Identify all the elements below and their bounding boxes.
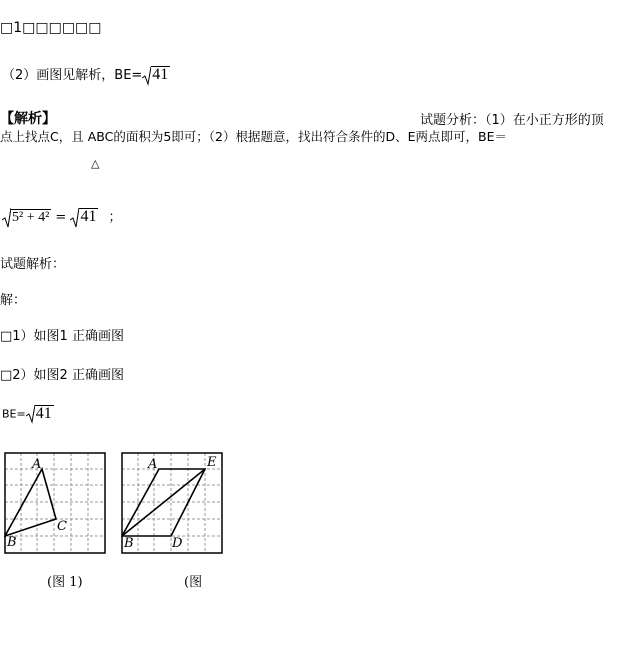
sqrt-41-line2 bbox=[142, 66, 170, 86]
be-prefix: BE= bbox=[2, 407, 26, 421]
jie-label: 解： bbox=[0, 293, 27, 308]
fig2-label-d: D bbox=[172, 536, 183, 551]
answer-line-2 bbox=[2, 64, 170, 86]
sqrt-41-be bbox=[26, 404, 54, 424]
formula-semicolon: ； bbox=[108, 210, 122, 225]
analysis-text-right: 试题分析：（1）在小正方形的顶 bbox=[420, 113, 604, 128]
sqrt-41-formula bbox=[70, 207, 98, 229]
be-radicand: 41 bbox=[35, 404, 52, 422]
figure-2 bbox=[121, 452, 223, 558]
analysis-text-line2: 点上找点C，且 ABC的面积为5即可；（2）根据题意，找出符合条件的D、E两点即可，BE＝ bbox=[0, 129, 507, 144]
part1-text: □1）如图1 正确画图 bbox=[0, 329, 124, 344]
jiexi-label: 【解析】 bbox=[0, 111, 56, 127]
figure-1 bbox=[4, 452, 106, 558]
fig1-label-a: A bbox=[32, 457, 42, 472]
figure-1-border bbox=[5, 453, 105, 553]
answer-line-1: □1□□□□□□ bbox=[0, 20, 102, 36]
formula-radicand: 5² + 4² bbox=[12, 210, 50, 225]
fig2-label-e: E bbox=[207, 455, 217, 470]
answer-line-2-text: （2）画图见解析，BE= bbox=[2, 68, 143, 83]
figure-1-grid bbox=[5, 453, 105, 553]
formula-equals: = bbox=[51, 210, 71, 225]
formula-line bbox=[2, 206, 121, 229]
fig1-label-c: C bbox=[57, 519, 67, 534]
part2-text: □2）如图2 正确画图 bbox=[0, 368, 124, 383]
formula-result: 41 bbox=[80, 208, 97, 225]
shiti-jiexi-label: 试题解析： bbox=[0, 257, 66, 272]
triangle-symbol: △ bbox=[91, 157, 100, 170]
fig2-label-a: A bbox=[148, 457, 158, 472]
sqrt-5sq-4sq bbox=[2, 207, 51, 229]
fig1-label-b: B bbox=[7, 535, 17, 550]
fig2-label-b: B bbox=[124, 536, 134, 551]
figure-2-caption: (图 bbox=[184, 575, 203, 590]
figure-1-caption: (图 1) bbox=[47, 575, 83, 590]
radicand-41: 41 bbox=[152, 66, 169, 83]
be-line bbox=[2, 404, 54, 424]
